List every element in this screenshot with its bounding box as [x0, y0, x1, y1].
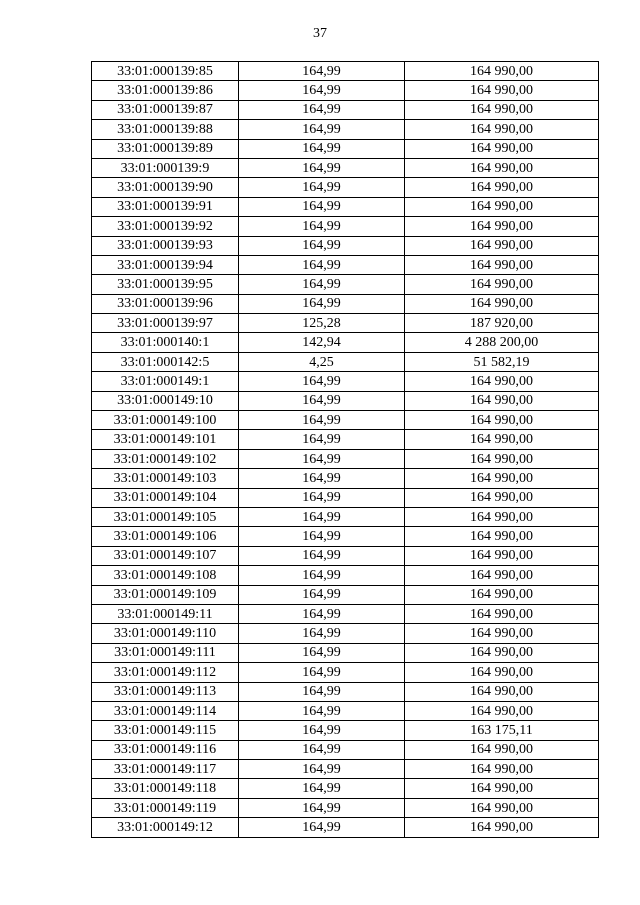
cadastral-number-cell: 33:01:000149:107 — [92, 546, 239, 565]
table-row — [92, 430, 599, 449]
value-cell: 164 990,00 — [405, 158, 599, 177]
table-row — [92, 779, 599, 798]
value-cell: 164 990,00 — [405, 178, 599, 197]
cadastral-number-cell: 33:01:000149:116 — [92, 740, 239, 759]
cadastral-number-cell: 33:01:000139:92 — [92, 217, 239, 236]
table-row — [92, 760, 599, 779]
area-cell: 164,99 — [239, 643, 405, 662]
table-row — [92, 546, 599, 565]
area-cell: 164,99 — [239, 798, 405, 817]
cadastral-number-cell: 33:01:000149:11 — [92, 604, 239, 623]
value-cell: 164 990,00 — [405, 488, 599, 507]
area-cell: 142,94 — [239, 333, 405, 352]
table-row — [92, 255, 599, 274]
area-cell: 164,99 — [239, 663, 405, 682]
cadastral-number-cell: 33:01:000139:90 — [92, 178, 239, 197]
area-cell: 164,99 — [239, 701, 405, 720]
table-row — [92, 120, 599, 139]
table-row — [92, 158, 599, 177]
cadastral-number-cell: 33:01:000149:101 — [92, 430, 239, 449]
cadastral-number-cell: 33:01:000139:93 — [92, 236, 239, 255]
area-cell: 164,99 — [239, 818, 405, 837]
value-cell: 164 990,00 — [405, 449, 599, 468]
table-row — [92, 62, 599, 81]
area-cell: 164,99 — [239, 507, 405, 526]
table-row — [92, 818, 599, 837]
cadastral-number-cell: 33:01:000149:103 — [92, 469, 239, 488]
cadastral-number-cell: 33:01:000149:110 — [92, 624, 239, 643]
table-row — [92, 624, 599, 643]
table-row — [92, 449, 599, 468]
area-cell: 164,99 — [239, 197, 405, 216]
cadastral-number-cell: 33:01:000149:118 — [92, 779, 239, 798]
cadastral-number-cell: 33:01:000149:105 — [92, 507, 239, 526]
table-row — [92, 469, 599, 488]
value-cell: 164 990,00 — [405, 469, 599, 488]
cadastral-number-cell: 33:01:000139:95 — [92, 275, 239, 294]
cadastral-number-cell: 33:01:000149:10 — [92, 391, 239, 410]
area-cell: 164,99 — [239, 449, 405, 468]
area-cell: 164,99 — [239, 120, 405, 139]
cadastral-number-cell: 33:01:000139:94 — [92, 255, 239, 274]
value-cell: 164 990,00 — [405, 527, 599, 546]
value-cell: 164 990,00 — [405, 604, 599, 623]
table-row — [92, 721, 599, 740]
area-cell: 164,99 — [239, 178, 405, 197]
value-cell: 164 990,00 — [405, 643, 599, 662]
cadastral-number-cell: 33:01:000149:119 — [92, 798, 239, 817]
table-row — [92, 333, 599, 352]
area-cell: 164,99 — [239, 469, 405, 488]
area-cell: 164,99 — [239, 275, 405, 294]
cadastral-number-cell: 33:01:000149:111 — [92, 643, 239, 662]
value-cell: 164 990,00 — [405, 81, 599, 100]
area-cell: 164,99 — [239, 624, 405, 643]
value-cell: 164 990,00 — [405, 624, 599, 643]
area-cell: 125,28 — [239, 314, 405, 333]
value-cell: 164 990,00 — [405, 779, 599, 798]
value-cell: 163 175,11 — [405, 721, 599, 740]
area-cell: 164,99 — [239, 779, 405, 798]
table-row — [92, 663, 599, 682]
value-cell: 164 990,00 — [405, 100, 599, 119]
table-row — [92, 740, 599, 759]
table-row — [92, 139, 599, 158]
cadastral-number-cell: 33:01:000139:88 — [92, 120, 239, 139]
area-cell: 164,99 — [239, 721, 405, 740]
value-cell: 164 990,00 — [405, 507, 599, 526]
cadastral-number-cell: 33:01:000139:9 — [92, 158, 239, 177]
cadastral-number-cell: 33:01:000149:108 — [92, 566, 239, 585]
area-cell: 164,99 — [239, 740, 405, 759]
table-row — [92, 100, 599, 119]
table-row — [92, 585, 599, 604]
table-row — [92, 604, 599, 623]
value-cell: 51 582,19 — [405, 352, 599, 371]
area-cell: 164,99 — [239, 488, 405, 507]
table-row — [92, 566, 599, 585]
value-cell: 164 990,00 — [405, 197, 599, 216]
table-row — [92, 217, 599, 236]
value-cell: 187 920,00 — [405, 314, 599, 333]
cadastral-number-cell: 33:01:000140:1 — [92, 333, 239, 352]
table-row — [92, 488, 599, 507]
area-cell: 164,99 — [239, 585, 405, 604]
table-row — [92, 391, 599, 410]
area-cell: 164,99 — [239, 546, 405, 565]
area-cell: 164,99 — [239, 158, 405, 177]
table-row — [92, 643, 599, 662]
value-cell: 164 990,00 — [405, 62, 599, 81]
table-row — [92, 507, 599, 526]
value-cell: 164 990,00 — [405, 430, 599, 449]
area-cell: 164,99 — [239, 100, 405, 119]
area-cell: 164,99 — [239, 217, 405, 236]
table-row — [92, 527, 599, 546]
value-cell: 164 990,00 — [405, 236, 599, 255]
cadastral-number-cell: 33:01:000149:117 — [92, 760, 239, 779]
table-body — [92, 62, 599, 838]
table-row — [92, 352, 599, 371]
area-cell: 164,99 — [239, 527, 405, 546]
table-row — [92, 411, 599, 430]
value-cell: 164 990,00 — [405, 585, 599, 604]
value-cell: 164 990,00 — [405, 566, 599, 585]
value-cell: 164 990,00 — [405, 391, 599, 410]
cadastral-number-cell: 33:01:000149:114 — [92, 701, 239, 720]
value-cell: 164 990,00 — [405, 663, 599, 682]
area-cell: 164,99 — [239, 255, 405, 274]
cadastral-number-cell: 33:01:000139:87 — [92, 100, 239, 119]
table-row — [92, 275, 599, 294]
table-row — [92, 236, 599, 255]
value-cell: 164 990,00 — [405, 760, 599, 779]
value-cell: 164 990,00 — [405, 294, 599, 313]
value-cell: 164 990,00 — [405, 120, 599, 139]
area-cell: 164,99 — [239, 81, 405, 100]
table-row — [92, 81, 599, 100]
cadastral-number-cell: 33:01:000149:112 — [92, 663, 239, 682]
area-cell: 164,99 — [239, 760, 405, 779]
cadastral-number-cell: 33:01:000149:12 — [92, 818, 239, 837]
area-cell: 164,99 — [239, 411, 405, 430]
value-cell: 164 990,00 — [405, 740, 599, 759]
cadastral-number-cell: 33:01:000139:97 — [92, 314, 239, 333]
area-cell: 164,99 — [239, 566, 405, 585]
area-cell: 164,99 — [239, 62, 405, 81]
value-cell: 164 990,00 — [405, 411, 599, 430]
area-cell: 164,99 — [239, 604, 405, 623]
cadastral-number-cell: 33:01:000139:96 — [92, 294, 239, 313]
value-cell: 164 990,00 — [405, 217, 599, 236]
table-row — [92, 798, 599, 817]
cadastral-number-cell: 33:01:000149:115 — [92, 721, 239, 740]
area-cell: 164,99 — [239, 682, 405, 701]
area-cell: 164,99 — [239, 372, 405, 391]
area-cell: 164,99 — [239, 294, 405, 313]
cadastral-number-cell: 33:01:000139:85 — [92, 62, 239, 81]
value-cell: 164 990,00 — [405, 275, 599, 294]
value-cell: 164 990,00 — [405, 139, 599, 158]
cadastral-number-cell: 33:01:000139:89 — [92, 139, 239, 158]
area-cell: 164,99 — [239, 236, 405, 255]
area-cell: 4,25 — [239, 352, 405, 371]
value-cell: 164 990,00 — [405, 701, 599, 720]
area-cell: 164,99 — [239, 139, 405, 158]
cadastral-number-cell: 33:01:000149:1 — [92, 372, 239, 391]
cadastral-number-cell: 33:01:000149:113 — [92, 682, 239, 701]
value-cell: 164 990,00 — [405, 818, 599, 837]
page-number: 37 — [313, 26, 327, 41]
value-cell: 164 990,00 — [405, 546, 599, 565]
area-cell: 164,99 — [239, 430, 405, 449]
cadastral-number-cell: 33:01:000142:5 — [92, 352, 239, 371]
value-cell: 4 288 200,00 — [405, 333, 599, 352]
value-cell: 164 990,00 — [405, 682, 599, 701]
value-cell: 164 990,00 — [405, 798, 599, 817]
cadastral-number-cell: 33:01:000149:109 — [92, 585, 239, 604]
cadastral-number-cell: 33:01:000149:106 — [92, 527, 239, 546]
cadastral-number-cell: 33:01:000139:91 — [92, 197, 239, 216]
value-cell: 164 990,00 — [405, 255, 599, 274]
table-row — [92, 178, 599, 197]
cadastral-table — [91, 61, 599, 838]
table-row — [92, 197, 599, 216]
value-cell: 164 990,00 — [405, 372, 599, 391]
table-row — [92, 294, 599, 313]
cadastral-number-cell: 33:01:000149:102 — [92, 449, 239, 468]
table-row — [92, 682, 599, 701]
cadastral-number-cell: 33:01:000149:100 — [92, 411, 239, 430]
cadastral-number-cell: 33:01:000149:104 — [92, 488, 239, 507]
table-row — [92, 314, 599, 333]
cadastral-number-cell: 33:01:000139:86 — [92, 81, 239, 100]
table-row — [92, 701, 599, 720]
table-row — [92, 372, 599, 391]
area-cell: 164,99 — [239, 391, 405, 410]
